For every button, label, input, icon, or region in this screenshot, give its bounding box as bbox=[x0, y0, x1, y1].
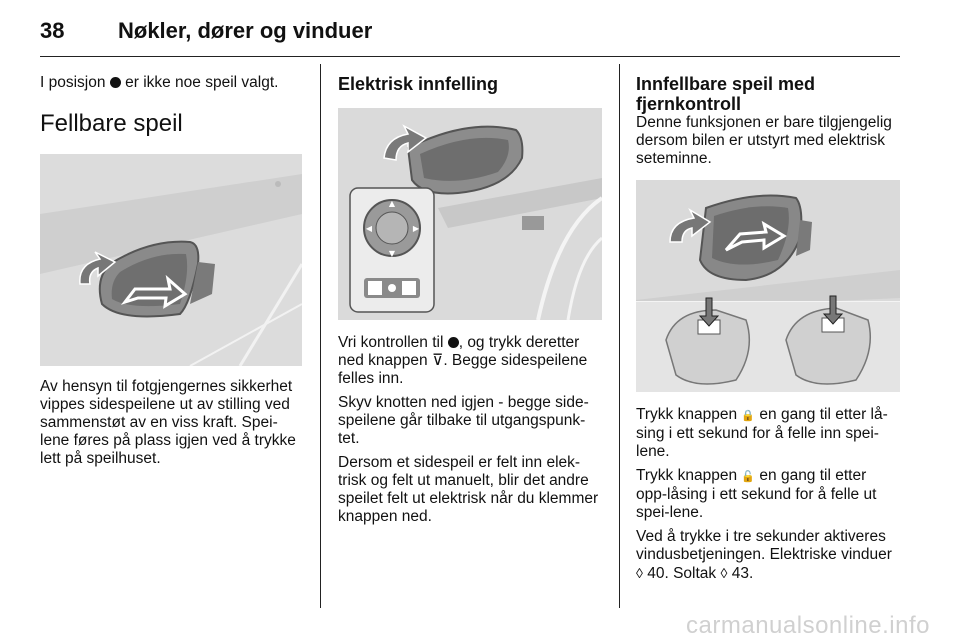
remote-folding-figure bbox=[636, 180, 900, 392]
para-windows: Ved å trykke i tre sekunder aktiveres vindusbetjeningen. Elektriske vinduer ◊ 40. Soltak ◊ 43. bbox=[636, 528, 892, 582]
para-manual: Dersom et sidespeil er felt inn elek-trisk og felt ut manuelt, blir det andre speilet felt ut elektrisk når du klemmer knappen ned. bbox=[338, 454, 599, 525]
fold-button-glyph: ⊽ bbox=[431, 352, 444, 369]
dot-icon bbox=[110, 77, 121, 88]
para-instruction: Vri kontrollen til , og trykk deretter ned knappen ⊽. Begge sidespeilene felles inn. bbox=[338, 334, 588, 387]
para-safety: Av hensyn til fotgjengernes sikkerhet vippes sidespeilene ut av stilling ved sammenstøt av en viss kraft. Spei-lene føres på plass igjen ved å trykke lett på speilhuset. bbox=[40, 378, 296, 467]
svg-text:▲: ▲ bbox=[388, 199, 396, 208]
column-2 bbox=[338, 74, 602, 532]
watermark: carmanualsonline.info bbox=[686, 612, 930, 639]
dot-icon bbox=[448, 337, 459, 348]
column-3 bbox=[636, 74, 900, 589]
folding-mirror-figure bbox=[40, 154, 302, 366]
para-reset: Skyv knotten ned igjen - begge side-speilene går tilbake til utgangspunk-tet. bbox=[338, 394, 589, 447]
page-ref-icon: ◊ bbox=[720, 565, 728, 581]
page-ref-43[interactable]: 43 bbox=[727, 565, 749, 582]
section-heading-elektrisk: Elektrisk innfelling bbox=[338, 74, 499, 94]
section-heading-remote: Innfellbare speil med fjernkontroll bbox=[636, 74, 816, 114]
column-1 bbox=[40, 74, 302, 474]
header-rule bbox=[40, 56, 900, 57]
electric-folding-figure bbox=[338, 108, 602, 320]
unlock-icon: 🔓 bbox=[741, 471, 756, 483]
lock-icon: 🔒 bbox=[741, 410, 756, 422]
section-heading-fellbare: Fellbare speil bbox=[40, 110, 183, 137]
svg-text:◀: ◀ bbox=[365, 224, 373, 233]
para-fold-out: Trykk knappen 🔓 en gang til etter opp-låsing i ett sekund for å felle ut spei-lene. bbox=[636, 467, 877, 521]
para-remote-intro: Denne funksjonen er bare tilgjengelig dersom bilen er utstyrt med elektrisk seteminne. bbox=[636, 114, 892, 167]
column-divider-1 bbox=[320, 64, 321, 608]
page-ref-icon: ◊ bbox=[636, 565, 643, 581]
para-fold-in: Trykk knappen 🔒 en gang til etter lå-sing i ett sekund for å felle inn spei-lene. bbox=[636, 406, 888, 460]
page-number: 38 bbox=[40, 18, 65, 43]
svg-text:▶: ▶ bbox=[412, 224, 420, 233]
page-ref-40[interactable]: 40 bbox=[642, 565, 665, 582]
page-header bbox=[40, 14, 900, 48]
page-title: Nøkler, dører og vinduer bbox=[118, 18, 373, 43]
intro-text: I posisjon er ikke noe speil valgt. bbox=[40, 74, 279, 91]
column-divider-2 bbox=[619, 64, 620, 608]
svg-text:▼: ▼ bbox=[388, 249, 396, 258]
